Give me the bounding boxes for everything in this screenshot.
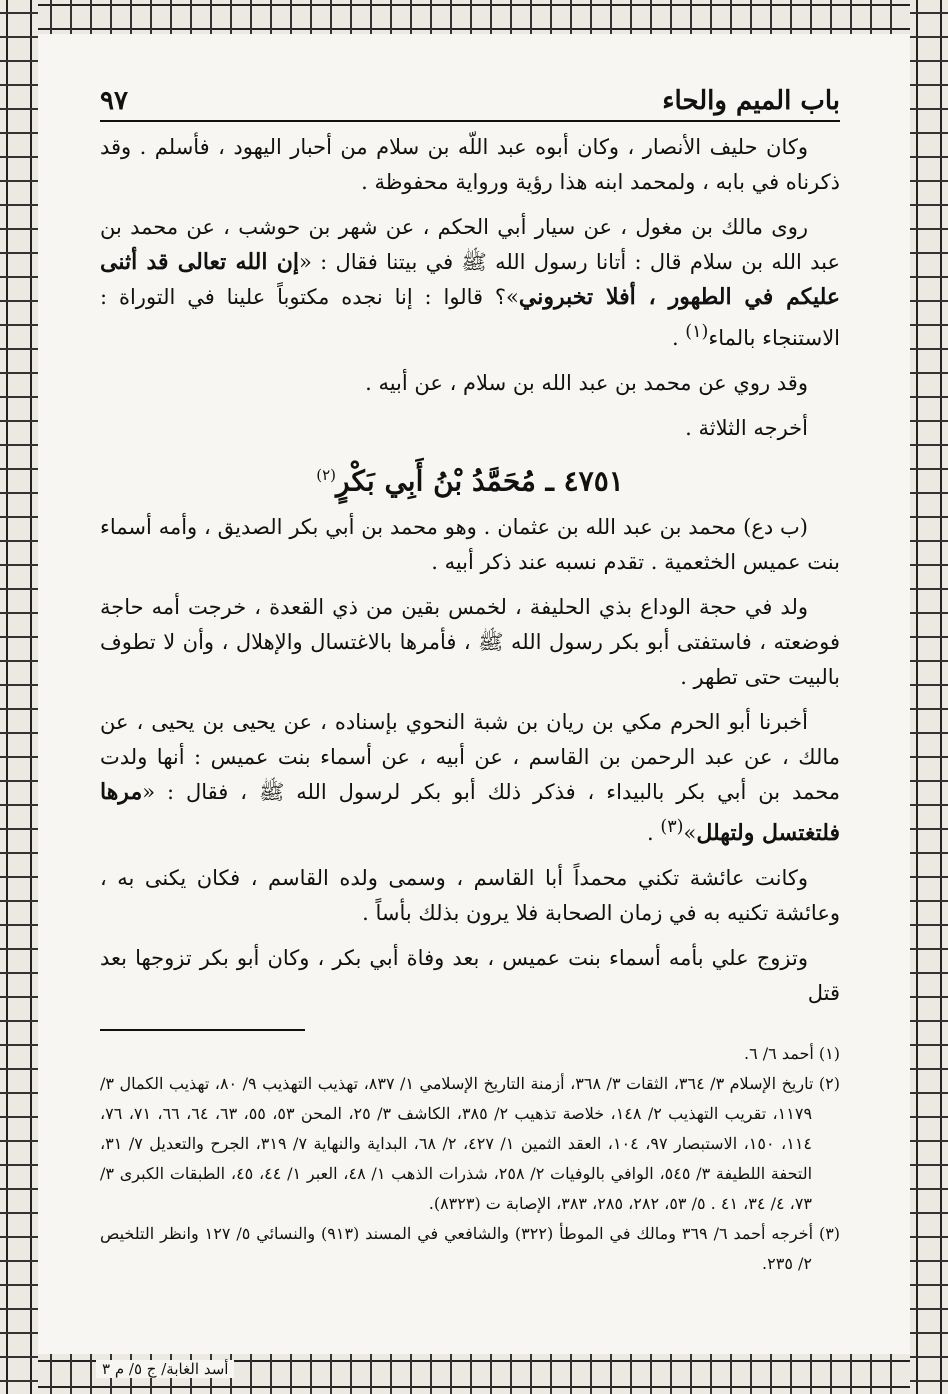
paragraph-9: وتزوج علي بأمه أسماء بنت عميس ، بعد وفاة أبي بكر ، وكان أبو بكر تزوجها بعد قتل [100, 946, 840, 1006]
entry-heading [100, 458, 840, 498]
paragraph-6: ولد في حجة الوداع بذي الحليفة ، لخمس بقين من ذي القعدة ، خرجت أمه حاجة فوضعته ، فاستفتى أبو بكر رسول الله ﷺ ، فأمرها بالاغتسال والإهلال ، وأن لا تطوف بالبيت حتى تطهر . [100, 595, 840, 690]
book-page [100, 80, 840, 1350]
paragraph-2 [100, 210, 840, 356]
ornamental-border-left [0, 0, 38, 1394]
footnote-1: (١) أحمد ٦/ ٦. [743, 1044, 840, 1064]
footnotes [100, 1039, 840, 1279]
footnote-ref-1: (١) [685, 322, 709, 342]
paragraph-7-end: » [683, 821, 697, 846]
footnote-ref-3: (٣) [660, 817, 684, 838]
entry-heading-title: ٤٧٥١ ـ مُحَمَّدُ بْنُ أَبِي بَكْرٍ [336, 464, 624, 498]
running-title: باب الميم والحاء [662, 86, 840, 116]
footnote-2: (٢) تاريخ الإسلام ٣/ ٣٦٤، الثقات ٣/ ٣٦٨، أزمنة التاريخ الإسلامي ١/ ٨٣٧، تهذيب التهذيب ٩/ ٨٠، تهذيب الكمال ٣/ ١١٧٩، تقريب التهذيب ٢/ ١٤٨، خلاصة تذهيب ٢/ ٣٨٥، الكاشف ٣/ ٢٥، المحن ٥٣، ٥٥، ٦٣، ٦٤، ٦٦، ٧١، ٧٦، ١١٤، ١٥٠، الاستبصار ٩٧، ١٠٤، العقد الثمين ١/ ٤٢٧، ٢/ ٦٨، البداية والنهاية ٧/ ٣١٩، الجرح والتعديل ٧/ ٣١، التحفة اللطيفة ٣/ ٥٤٥، الوافي بالوفيات ٢/ ٢٥٨، شذرات الذهب ١/ ٤٨، العبر ١/ ٤٤، ٤٥، الطبقات الكبرى ٣/ ٧٣، ٤/ ٣٤، ٤١ . ٥/ ٥٣، ٢٨٢، ٢٨٥، ٣٨٣، الإصابة ت (٨٣٢٣). [100, 1074, 840, 1214]
hadith-text-1: إن الله تعالى قد أثنى عليكم في الطهور ، أفلا تخبروني [100, 249, 840, 310]
paragraph-2-tail: . [671, 326, 686, 350]
paragraph-2-start: روى مالك بن مغول ، عن سيار أبي الحكم ، عن شهر بن حوشب ، عن محمد بن عبد الله بن سلام قال : أتانا رسول الله ﷺ في بيتنا فقال : « [100, 215, 840, 274]
paragraph-7 [100, 705, 840, 851]
imprint-signature: أسد الغابة/ ج ٥/ م ٣ [96, 1360, 234, 1378]
paragraph-5: (ب دع) محمد بن عبد الله بن عثمان . وهو محمد بن أبي بكر الصديق ، وأمه أسماء بنت عميس الخثعمية . تقدم نسبه عند ذكر أبيه . [100, 515, 840, 575]
footnote-3: (٣) أخرجه أحمد ٦/ ٣٦٩ ومالك في الموطأ (٣٢٢) والشافعي في المسند (٩١٣) والنسائي ٥/ ١٢٧ وانظر التلخيص ٢/ ٢٣٥. [100, 1224, 841, 1274]
paragraph-4: أخرجه الثلاثة . [685, 416, 808, 440]
paragraph-3: وقد روي عن محمد بن عبد الله بن سلام ، عن أبيه . [365, 371, 808, 395]
paragraph-8: وكانت عائشة تكني محمداً أبا القاسم ، وسمى ولده القاسم ، فكان يكنى به ، وعائشة تكنيه به في زمان الصحابة فلا يرون بذلك بأساً . [100, 866, 840, 926]
paragraph-1: وكان حليف الأنصار ، وكان أبوه عبد اللّه بن سلام من أحبار اليهود ، فأسلم . وقد ذكرناه في بابه ، ولمحمد ابنه هذا رؤية ورواية محفوظة . [100, 135, 840, 194]
main-text [100, 130, 840, 1011]
paragraph-2-end: »؟ قالوا : إنا نجده مكتوباً علينا في التوراة : الاستنجاء بالماء [100, 285, 840, 350]
ornamental-border-top [0, 0, 948, 34]
hadith-text-2: مرها فلتغتسل ولتهلل [100, 779, 840, 847]
footnote-ref-2: (٢) [316, 466, 336, 484]
footnote-divider [100, 1029, 305, 1031]
paragraph-7-start: أخبرنا أبو الحرم مكي بن ريان بن شبة النحوي بإسناده ، عن يحيى بن يحيى ، عن مالك ، عن عبد الرحمن بن القاسم ، عن أبيه ، عن أسماء بنت عميس : أنها ولدت محمد بن أبي بكر بالبيداء ، فذكر ذلك أبو بكر لرسول الله ﷺ ، فقال : « [100, 710, 840, 805]
page-number: ٩٧ [100, 86, 128, 116]
paragraph-7-tail: . [647, 821, 661, 846]
page-header [100, 80, 840, 122]
ornamental-border-right [910, 0, 948, 1394]
